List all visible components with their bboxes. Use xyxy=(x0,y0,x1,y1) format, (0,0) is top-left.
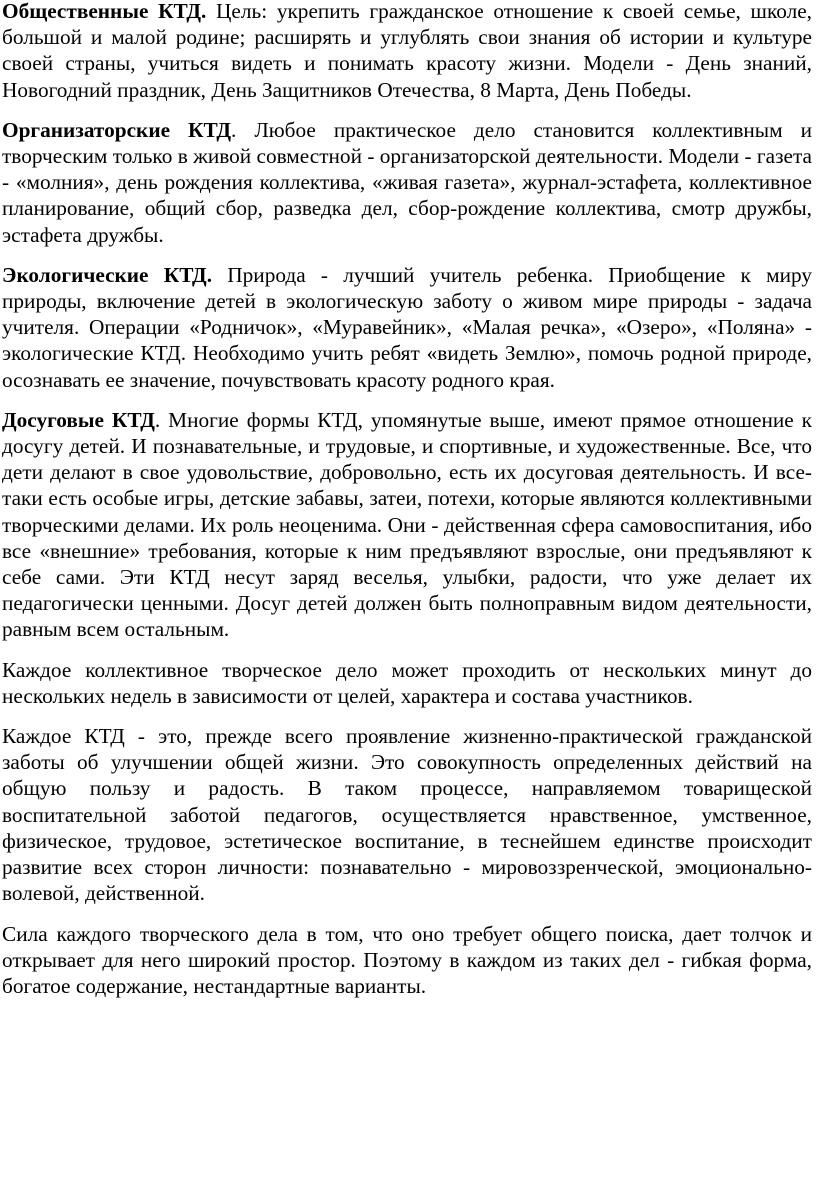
paragraph-text: . Любое практическое дело становится коллективным и творческим только в живой совместной - организаторской деятельности. Модели - газета - «молния», день рождения коллектива, «живая газета», журнал-эстафета, коллективное планирование, общий сбор, разведка дел, сбор-рождение коллектива, смотр дружбы, эстафета дружбы. xyxy=(2,117,812,247)
paragraph-text: . Многие формы КТД, упомянутые выше, имеют прямое отношение к досугу детей. И познавательные, и трудовые, и спортивные, и художественные. Все, что дети делают в свое удовольствие, добровольно, есть их досуговая деятельность. И все-таки есть особые игры, детские забавы, затеи, потехи, которые являются коллективными творческими делами. Их роль неоценима. Они - действенная сфера самовоспитания, ибо все «внешние» требования, которые к ним предъявляют взрослые, они предъявляют к себе сами. Эти КТД несут заряд веселья, улыбки, радости, что уже делает их педагогически ценными. Досуг детей должен быть полноправным видом деятельности, равным всем остальным. xyxy=(2,407,813,642)
paragraph-heading: Досуговые КТД xyxy=(2,407,155,432)
paragraph-civic-care xyxy=(2,723,812,906)
paragraph-text: Цель: укрепить гражданское отношение к своей семье, школе, большой и малой родине; расширять и углублять свои знания об истории и культуре своей страны, учиться видеть и понимать красоту жизни. Модели - День знаний, Новогодний праздник, День Защитников Отечества, 8 Марта, День Победы. xyxy=(2,0,812,102)
paragraph-leisure-ktd xyxy=(2,407,812,643)
paragraph-text: Каждое КТД - это, прежде всего проявление жизненно-практической гражданской заботы об улучшении общей жизни. Это совокупность определенных действий на общую пользу и радость. В таком процессе, направляемом товарищеской воспитательной заботой педагогов, осуществляется нравственное, умственное, физическое, трудовое, эстетическое воспитание, в теснейшем единстве происходит развитие всех сторон личности: познавательно - мировоззренческой, эмоционально-волевой, действенной. xyxy=(2,724,812,906)
paragraph-ecological-ktd xyxy=(2,262,812,393)
paragraph-social-ktd xyxy=(2,0,812,103)
paragraph-text: Природа - лучший учитель ребенка. Приобщение к миру природы, включение детей в экологическую заботу о живом мире природы - задача учителя. Операции «Родничок», «Муравейник», «Малая речка», «Озеро», «Поляна» - экологические КТД. Необходимо учить ребят «видеть Землю», помочь родной природе, осознавать ее значение, почувствовать красоту родного края. xyxy=(2,262,812,392)
paragraph-organizational-ktd xyxy=(2,117,812,248)
paragraph-text: Сила каждого творческого дела в том, что оно требует общего поиска, дает толчок и открывает для него широкий простор. Поэтому в каждом из таких дел - гибкая форма, богатое содержание, нестандартные варианты. xyxy=(2,921,812,998)
paragraph-heading: Организаторские КТД xyxy=(2,117,231,142)
paragraph-creative-power xyxy=(2,921,812,1000)
paragraph-duration xyxy=(2,657,812,709)
paragraph-heading: Экологические КТД. xyxy=(2,262,213,287)
paragraph-heading: Общественные КТД. xyxy=(2,0,207,23)
paragraph-text: Каждое коллективное творческое дело может проходить от нескольких минут до нескольких недель в зависимости от целей, характера и состава участников. xyxy=(2,657,812,708)
